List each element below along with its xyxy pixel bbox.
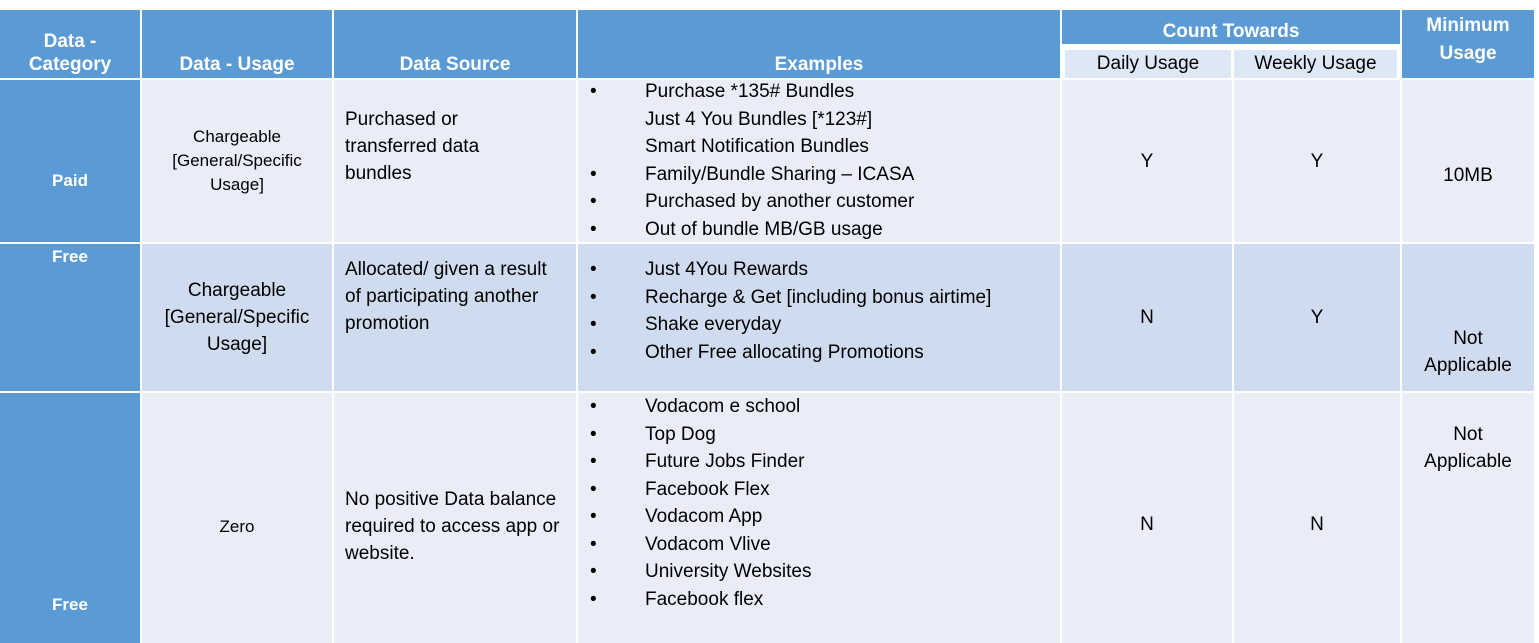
row1-daily — [1062, 80, 1232, 242]
row3-example-4: • Facebook Flex — [578, 476, 1060, 504]
row3-example-5: • Vodacom App — [578, 503, 1060, 531]
row3-examples — [578, 393, 1060, 643]
category-free-1: Free — [52, 247, 88, 266]
row3-usage-text: Zero — [219, 516, 255, 536]
row1-examples-list — [578, 80, 1060, 242]
header-source-label: Data Source — [399, 54, 511, 75]
row1-usage — [142, 80, 332, 242]
row3-example-6: • Vodacom Vlive — [578, 531, 1060, 559]
row2-source-text: Allocated/ given a result of participating another promotion — [345, 259, 547, 334]
row3-daily — [1062, 393, 1232, 643]
header-examples-label: Examples — [774, 54, 864, 75]
row2-examples-list — [578, 256, 1060, 366]
row2-daily — [1062, 244, 1232, 391]
category-paid: Paid — [52, 171, 88, 190]
row1-examples — [578, 80, 1060, 242]
row1-example-6: • Out of bundle MB/GB usage — [578, 216, 1060, 243]
row1-source — [334, 80, 576, 242]
row2-example-3: • Shake everyday — [578, 311, 1060, 339]
header-usage-label: Data - Usage — [179, 54, 295, 75]
row2-example-1: • Just 4You Rewards — [578, 256, 1060, 284]
row1-example-4: • Family/Bundle Sharing – ICASA — [578, 161, 1060, 189]
row2-example-4: • Other Free allocating Promotions — [578, 339, 1060, 367]
header-count-towards-label: Count Towards — [1162, 21, 1300, 42]
row3-minimum-value: Not Applicable — [1424, 424, 1512, 472]
row2-usage — [142, 244, 332, 391]
header-category — [0, 10, 140, 78]
row3-example-1: • Vodacom e school — [578, 393, 1060, 421]
header-weekly — [1234, 50, 1397, 78]
row3-example-8: • Facebook flex — [578, 586, 1060, 614]
header-minimum — [1402, 10, 1534, 78]
row3-usage — [142, 393, 332, 643]
row3-source-text: No positive Data balance required to access app or website. — [345, 488, 560, 564]
header-daily — [1065, 50, 1231, 78]
row1-minimum — [1402, 80, 1534, 242]
row3-minimum — [1402, 393, 1534, 643]
category-block-1 — [0, 80, 140, 242]
row2-daily-value: N — [1140, 307, 1154, 328]
header-weekly-label: Weekly Usage — [1254, 53, 1377, 74]
header-usage — [142, 10, 332, 78]
row2-source — [334, 244, 576, 391]
header-minimum-label: Minimum Usage — [1426, 15, 1510, 64]
header-source — [334, 10, 576, 78]
row1-minimum-value: 10MB — [1443, 164, 1493, 186]
row1-weekly — [1234, 80, 1400, 242]
row1-example-2: Just 4 You Bundles [*123#] — [645, 108, 873, 130]
row2-example-2: • Recharge & Get [including bonus airtime] — [578, 284, 1060, 312]
row3-weekly — [1234, 393, 1400, 643]
row3-source — [334, 393, 576, 643]
row1-example-1: • Purchase *135# Bundles — [578, 80, 1060, 106]
row1-example-3: Smart Notification Bundles — [645, 136, 869, 157]
row3-weekly-value: N — [1310, 513, 1324, 535]
row3-daily-value: N — [1140, 513, 1154, 535]
row2-minimum-value: Not Applicable — [1424, 328, 1512, 376]
row3-example-3: • Future Jobs Finder — [578, 448, 1060, 476]
row1-usage-text: Chargeable [General/Specific Usage] — [172, 127, 302, 194]
row1-source-text: Purchased or transferred data bundles — [345, 109, 480, 184]
header-examples — [578, 10, 1060, 78]
header-category-label: Data - Category — [28, 31, 112, 75]
row3-example-7: • University Websites — [578, 558, 1060, 586]
header-daily-label: Daily Usage — [1096, 53, 1200, 74]
row2-weekly-value: Y — [1310, 307, 1324, 328]
row3-example-2: • Top Dog — [578, 421, 1060, 449]
row1-weekly-value: Y — [1310, 150, 1324, 172]
row2-usage-text: Chargeable [General/Specific Usage] — [164, 280, 310, 355]
category-free-2: Free — [52, 595, 88, 614]
header-count-towards — [1062, 10, 1400, 44]
row2-weekly — [1234, 244, 1400, 391]
row2-examples — [578, 244, 1060, 391]
row1-example-5: • Purchased by another customer — [578, 188, 1060, 216]
row3-examples-list — [578, 393, 1060, 613]
row1-daily-value: Y — [1140, 150, 1154, 172]
row2-minimum — [1402, 244, 1534, 391]
